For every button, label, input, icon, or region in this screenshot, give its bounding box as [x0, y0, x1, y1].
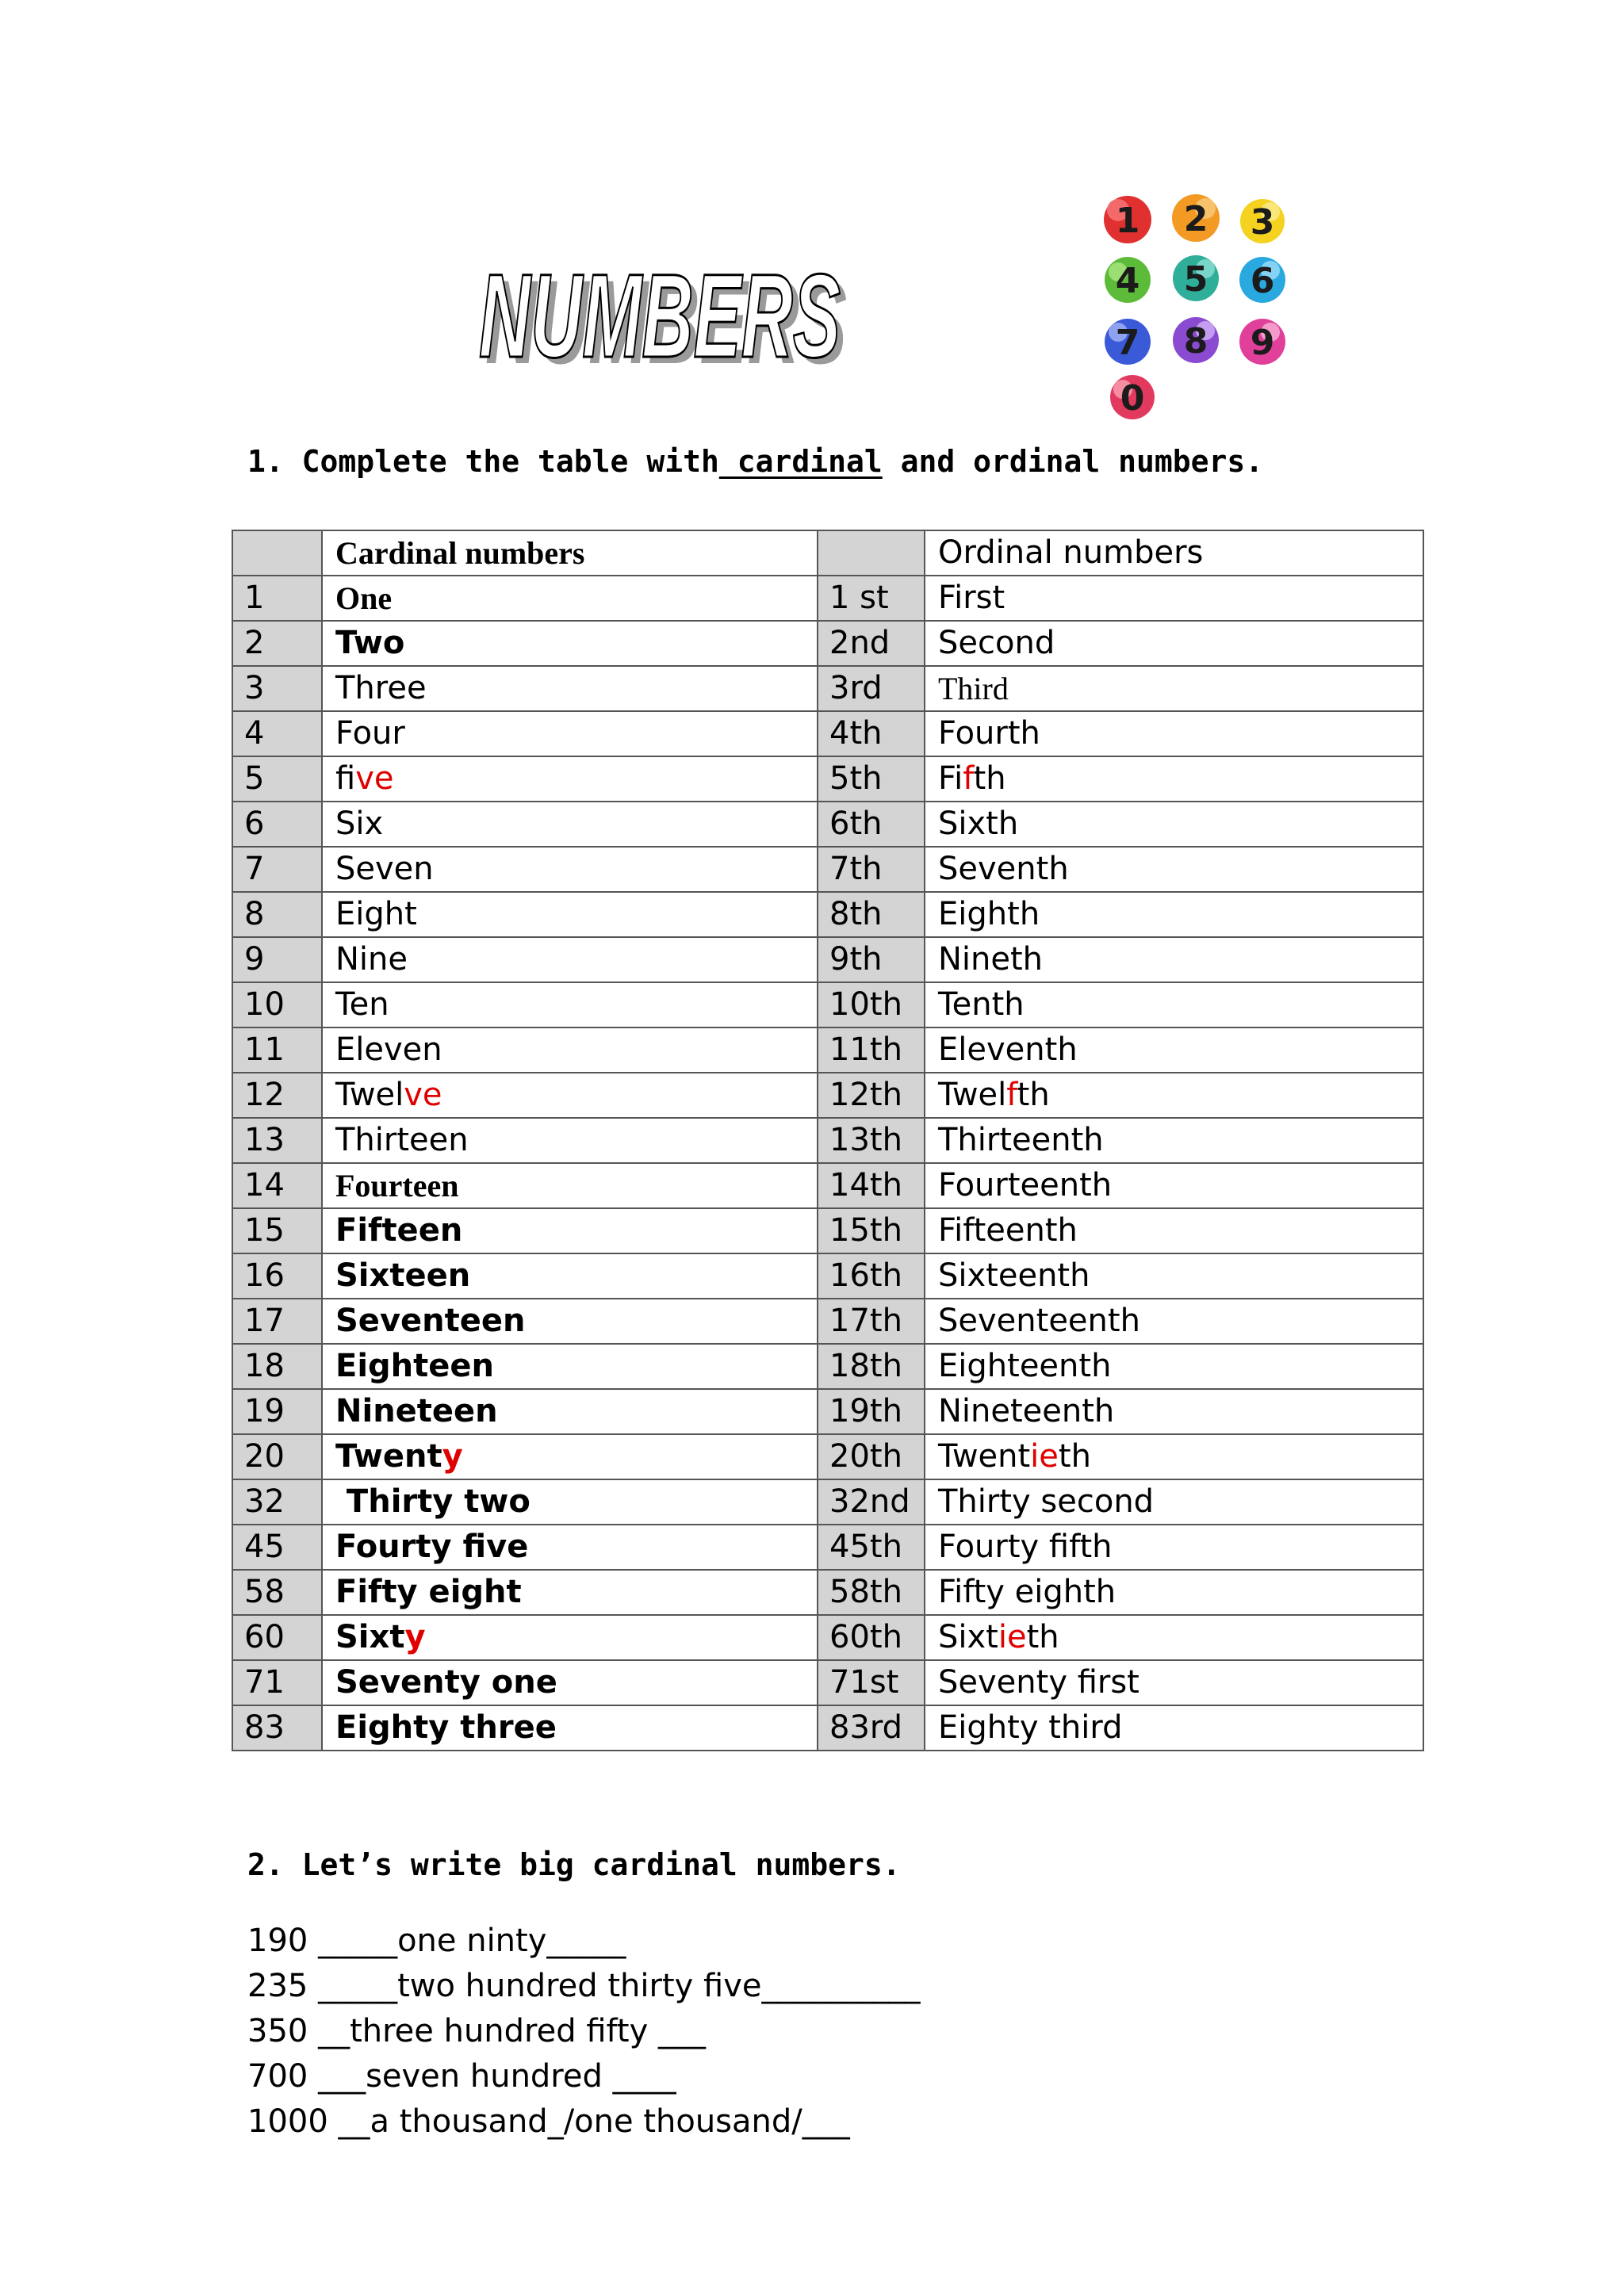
cardinal-cell: Nineteen	[322, 1389, 818, 1434]
number-cell: 19	[232, 1389, 322, 1434]
title-text: NUMBERS	[479, 254, 841, 381]
table-row	[232, 1434, 1423, 1479]
table-row	[232, 1027, 1423, 1073]
ordinal-abbr-cell: 15th	[818, 1208, 925, 1253]
blob-3	[1240, 199, 1285, 243]
number-cell: 45	[232, 1525, 322, 1570]
ordinal-word-cell: Seventy first	[925, 1660, 1423, 1705]
ordinal-part: th	[1026, 1619, 1059, 1655]
ordinal-abbr-cell: 45th	[818, 1525, 925, 1570]
answer-line: 235 _____two hundred thirty five__________	[247, 1968, 921, 2004]
table-row	[232, 1705, 1423, 1751]
cardinal-cell: Thirty two	[322, 1479, 818, 1525]
ordinal-abbr-cell: 14th	[818, 1163, 925, 1208]
table-row	[232, 847, 1423, 892]
table-row	[232, 1570, 1423, 1615]
table-row	[232, 666, 1423, 711]
cardinal-stem: Twel	[335, 1077, 404, 1113]
ordinal-part: Sixt	[938, 1619, 998, 1655]
ordinal-word-cell: Eighteenth	[925, 1344, 1423, 1389]
ordinal-word-cell: Seventh	[925, 847, 1423, 892]
table-row	[232, 1525, 1423, 1570]
instruction-1-suffix: and ordinal numbers.	[882, 444, 1264, 479]
number-cell: 17	[232, 1299, 322, 1344]
cardinal-cell	[322, 756, 818, 802]
table-row	[232, 576, 1423, 621]
cardinal-cell: Thirteen	[322, 1118, 818, 1163]
ordinal-abbr-cell: 5th	[818, 756, 925, 802]
ordinal-abbr-cell: 8th	[818, 892, 925, 937]
blob-9	[1239, 319, 1285, 365]
ordinal-abbr-cell: 13th	[818, 1118, 925, 1163]
ordinal-abbr-cell: 10th	[818, 982, 925, 1027]
ordinal-part: th	[1017, 1077, 1050, 1113]
ordinal-abbr-cell: 58th	[818, 1570, 925, 1615]
cardinal-cell: Fourty five	[322, 1525, 818, 1570]
ordinal-highlight: ie	[1030, 1438, 1059, 1475]
number-cell: 15	[232, 1208, 322, 1253]
page-title	[476, 254, 856, 381]
cardinal-cell: Six	[322, 802, 818, 847]
table-header-row	[232, 530, 1423, 576]
svg-text:0: 0	[1120, 378, 1145, 419]
cardinal-cell: Nine	[322, 937, 818, 982]
cardinal-cell: Seventeen	[322, 1299, 818, 1344]
ordinal-part: Twel	[938, 1077, 1007, 1113]
ordinal-highlight: f	[963, 760, 974, 797]
instruction-2: 2. Let’s write big cardinal numbers.	[247, 1847, 901, 1882]
ordinal-word-cell: Second	[925, 621, 1423, 666]
ordinal-part: th	[973, 760, 1006, 797]
cardinal-highlight: y	[442, 1438, 463, 1475]
cardinal-cell: Fifteen	[322, 1208, 818, 1253]
ordinal-word-cell: Fourteenth	[925, 1163, 1423, 1208]
ordinal-word-cell: Eleventh	[925, 1027, 1423, 1073]
number-cell: 71	[232, 1660, 322, 1705]
number-cell: 9	[232, 937, 322, 982]
svg-text:4: 4	[1115, 261, 1140, 301]
ordinal-word-cell: Thirty second	[925, 1479, 1423, 1525]
table-row	[232, 1163, 1423, 1208]
instruction-1-prefix: 1. Complete the table with	[247, 444, 719, 479]
svg-text:8: 8	[1183, 321, 1208, 362]
number-cell: 32	[232, 1479, 322, 1525]
svg-text:7: 7	[1115, 323, 1140, 363]
ordinal-abbr-cell: 60th	[818, 1615, 925, 1660]
ordinal-part: th	[1058, 1438, 1091, 1475]
blob-6	[1239, 257, 1285, 303]
table-row	[232, 1118, 1423, 1163]
cardinal-cell: Two	[322, 621, 818, 666]
ordinal-word-cell	[925, 1434, 1423, 1479]
ordinal-word-cell	[925, 1615, 1423, 1660]
number-cell: 20	[232, 1434, 322, 1479]
table-row	[232, 621, 1423, 666]
blob-8	[1173, 317, 1219, 363]
ordinal-word-cell	[925, 1073, 1423, 1118]
ordinal-abbr-cell: 3rd	[818, 666, 925, 711]
title-shadow: NUMBERS	[485, 255, 847, 381]
table-row	[232, 756, 1423, 802]
cardinal-cell	[322, 1434, 818, 1479]
ordinal-abbr-cell: 1 st	[818, 576, 925, 621]
table-row	[232, 1660, 1423, 1705]
ordinal-word-cell: Eighth	[925, 892, 1423, 937]
ordinal-abbr-cell: 18th	[818, 1344, 925, 1389]
number-cell: 7	[232, 847, 322, 892]
number-cell: 58	[232, 1570, 322, 1615]
cardinal-cell: Fifty eight	[322, 1570, 818, 1615]
ordinal-highlight: f	[1006, 1077, 1017, 1113]
cardinal-stem: fi	[335, 760, 356, 797]
numbers-table	[232, 530, 1424, 1751]
blob-1	[1104, 196, 1151, 243]
cardinal-cell: Seventy one	[322, 1660, 818, 1705]
ordinal-word-cell: Sixth	[925, 802, 1423, 847]
ordinal-word-cell: Tenth	[925, 982, 1423, 1027]
number-cell: 18	[232, 1344, 322, 1389]
number-cell: 6	[232, 802, 322, 847]
svg-text:9: 9	[1250, 323, 1275, 363]
ordinal-abbr-cell: 16th	[818, 1253, 925, 1299]
svg-text:5: 5	[1183, 259, 1208, 300]
ordinal-word-cell: Fifty eighth	[925, 1570, 1423, 1615]
ordinal-word-cell: Thirteenth	[925, 1118, 1423, 1163]
ordinal-word-cell: Eighty third	[925, 1705, 1423, 1751]
number-cell: 3	[232, 666, 322, 711]
ordinal-word-cell: Fifteenth	[925, 1208, 1423, 1253]
table-row	[232, 1208, 1423, 1253]
answer-line: 1000 __a thousand_/one thousand/___	[247, 2103, 850, 2140]
ordinal-abbr-cell: 19th	[818, 1389, 925, 1434]
cardinal-cell	[322, 1073, 818, 1118]
number-cell: 11	[232, 1027, 322, 1073]
ordinal-abbr-cell: 9th	[818, 937, 925, 982]
cardinal-highlight: ve	[404, 1077, 442, 1113]
number-cell: 1	[232, 576, 322, 621]
number-cell: 14	[232, 1163, 322, 1208]
number-cell: 8	[232, 892, 322, 937]
ordinal-abbr-cell: 2nd	[818, 621, 925, 666]
ordinal-abbr-cell: 12th	[818, 1073, 925, 1118]
cardinal-cell: Eighty three	[322, 1705, 818, 1751]
cardinal-cell: Eleven	[322, 1027, 818, 1073]
table-row	[232, 802, 1423, 847]
cardinal-cell: Fourteen	[322, 1163, 818, 1208]
instruction-1	[247, 444, 1263, 479]
svg-text:1: 1	[1115, 201, 1140, 241]
blob-4	[1105, 257, 1151, 303]
cardinal-stem: Twent	[335, 1438, 442, 1475]
number-cell: 5	[232, 756, 322, 802]
table-row	[232, 1389, 1423, 1434]
cardinal-cell: Eighteen	[322, 1344, 818, 1389]
cardinal-cell: Eight	[322, 892, 818, 937]
table-row	[232, 711, 1423, 756]
header-cardinal: Cardinal numbers	[322, 530, 818, 576]
ordinal-abbr-cell: 7th	[818, 847, 925, 892]
header-ordinal: Ordinal numbers	[925, 530, 1423, 576]
number-cell: 83	[232, 1705, 322, 1751]
number-cell: 13	[232, 1118, 322, 1163]
answer-line: 350 __three hundred fifty ___	[247, 2013, 706, 2049]
ordinal-abbr-cell: 6th	[818, 802, 925, 847]
ordinal-abbr-cell: 32nd	[818, 1479, 925, 1525]
ordinal-word-cell: Nineteenth	[925, 1389, 1423, 1434]
table-row	[232, 1479, 1423, 1525]
big-numbers-list	[247, 1919, 921, 2145]
ordinal-word-cell: Sixteenth	[925, 1253, 1423, 1299]
ordinal-abbr-cell: 71st	[818, 1660, 925, 1705]
number-cell: 2	[232, 621, 322, 666]
table-row	[232, 1299, 1423, 1344]
ordinal-word-cell: Fourth	[925, 711, 1423, 756]
ordinal-word-cell: Fourty fifth	[925, 1525, 1423, 1570]
ordinal-word-cell	[925, 756, 1423, 802]
blob-5	[1173, 255, 1219, 301]
ordinal-word-cell: Third	[925, 666, 1423, 711]
number-cell: 16	[232, 1253, 322, 1299]
number-cell: 10	[232, 982, 322, 1027]
cardinal-cell: Sixteen	[322, 1253, 818, 1299]
ordinal-word-cell: First	[925, 576, 1423, 621]
svg-text:2: 2	[1183, 199, 1208, 239]
table-row	[232, 1615, 1423, 1660]
answer-line: 700 ___seven hundred ____	[247, 2058, 676, 2095]
table-row	[232, 982, 1423, 1027]
blob-2	[1172, 194, 1220, 242]
ordinal-part: Fi	[938, 760, 963, 797]
cardinal-cell: Three	[322, 666, 818, 711]
number-cell: 4	[232, 711, 322, 756]
cardinal-cell: One	[322, 576, 818, 621]
number-cell: 60	[232, 1615, 322, 1660]
ordinal-part: Twent	[938, 1438, 1031, 1475]
header-ordinal-abbr-cell	[818, 530, 925, 576]
table-row	[232, 1344, 1423, 1389]
numbers-clipart	[1094, 186, 1300, 424]
cardinal-highlight: y	[404, 1619, 426, 1655]
blob-7	[1105, 319, 1151, 365]
number-cell: 12	[232, 1073, 322, 1118]
svg-text:3: 3	[1250, 202, 1275, 243]
svg-text:6: 6	[1250, 261, 1275, 301]
instruction-1-underlined: cardinal	[718, 444, 883, 479]
cardinal-cell	[322, 1615, 818, 1660]
ordinal-abbr-cell: 11th	[818, 1027, 925, 1073]
ordinal-abbr-cell: 83rd	[818, 1705, 925, 1751]
blob-0	[1110, 375, 1155, 419]
header-number-cell	[232, 530, 322, 576]
cardinal-cell: Ten	[322, 982, 818, 1027]
cardinal-cell: Four	[322, 711, 818, 756]
table-row	[232, 1253, 1423, 1299]
ordinal-abbr-cell: 4th	[818, 711, 925, 756]
ordinal-word-cell: Seventeenth	[925, 1299, 1423, 1344]
cardinal-highlight: ve	[355, 760, 394, 797]
table-row	[232, 937, 1423, 982]
ordinal-word-cell: Nineth	[925, 937, 1423, 982]
ordinal-highlight: ie	[998, 1619, 1027, 1655]
table-row	[232, 1073, 1423, 1118]
table-row	[232, 892, 1423, 937]
answer-line: 190 _____one ninty_____	[247, 1923, 626, 1959]
cardinal-stem: Sixt	[335, 1619, 405, 1655]
ordinal-abbr-cell: 20th	[818, 1434, 925, 1479]
cardinal-cell: Seven	[322, 847, 818, 892]
ordinal-abbr-cell: 17th	[818, 1299, 925, 1344]
